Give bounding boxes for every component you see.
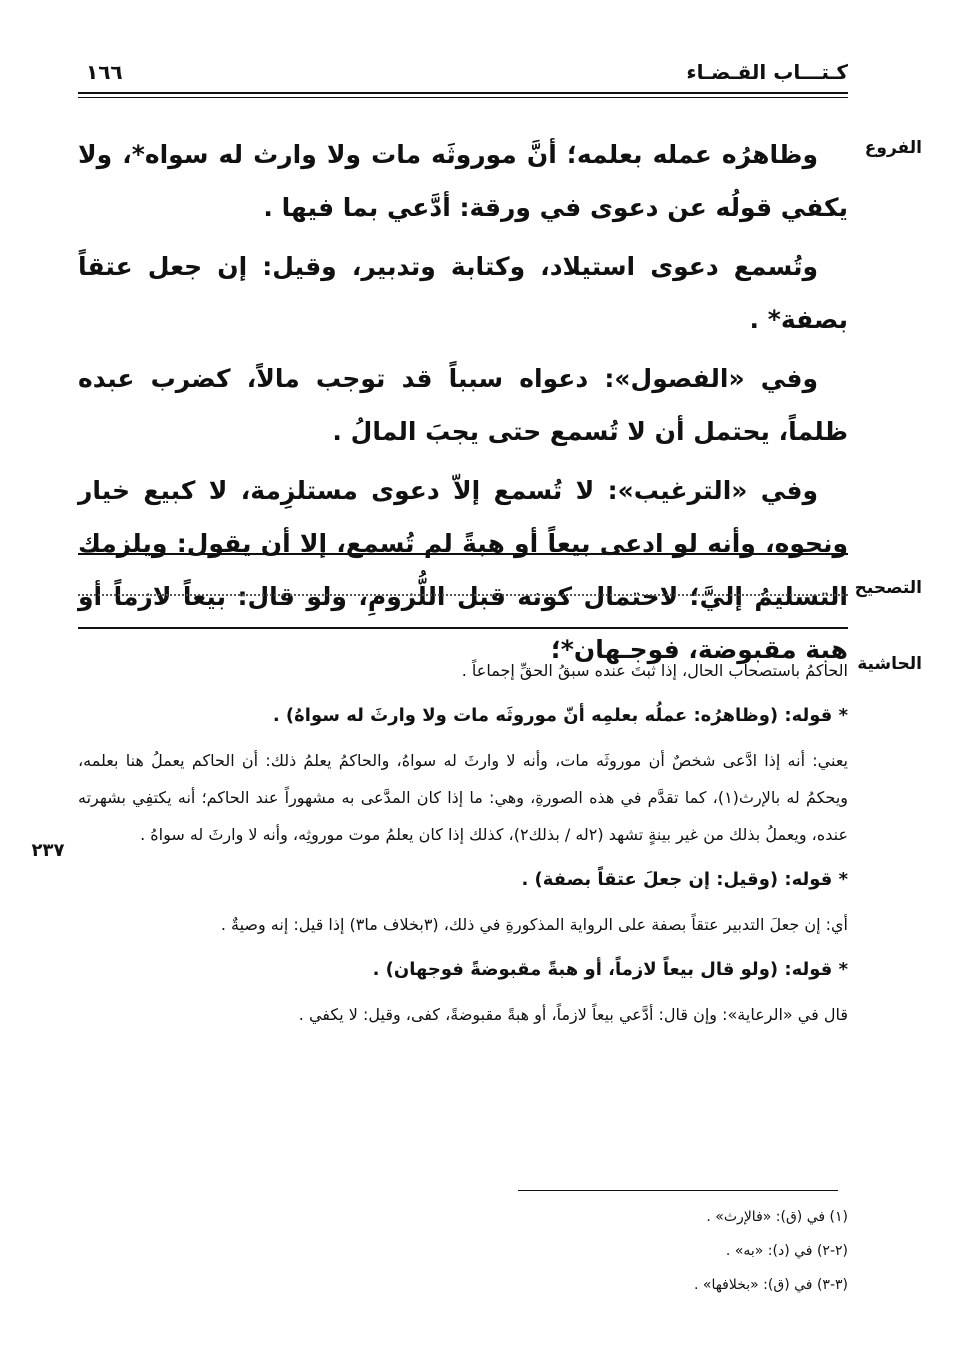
hashiya-text xyxy=(78,652,848,1037)
main-paragraph: وفي «الفصول»: دعواه سبباً قد توجب مالاً، كضرب عبده ظلماً، يحتمل أن لا تُسمع حتى يجبَ المالُ . xyxy=(78,364,848,446)
hashiya-quote-1: * قوله: (وظاهرُه: عملُه بعلمِه أنّ موروثَه مات ولا وارثَ له سواهُ) . xyxy=(272,705,848,726)
footnote: (١) في (ق): «فالإرث» . xyxy=(706,1209,848,1225)
main-paragraph: وظاهرُه عمله بعلمه؛ أنَّ موروثَه مات ولا وارث له سواه*، ولا يكفي قولُه عن دعوى في ورقة: أدَّعي بما فيها . xyxy=(78,140,848,222)
label-furu: الفروع xyxy=(864,138,922,158)
tashih-dotted-line xyxy=(78,594,848,596)
footnote: (٣-٣) في (ق): «بخلافها» . xyxy=(694,1277,848,1293)
main-text xyxy=(78,128,848,682)
separator-rule xyxy=(78,627,848,629)
page-number: ١٦٦ xyxy=(86,60,123,84)
header-rule xyxy=(78,92,848,98)
page-header xyxy=(78,60,848,92)
hashiya-comment-3: قال في «الرعاية»: وإن قال: أدَّعي بيعاً لازماً، أو هبةً مقبوضةً، كفى، وقيل: لا يكفي . xyxy=(298,1005,848,1024)
hashiya-comment-2: أي: إن جعلَ التدبير عتقاً بصفة على الرواية المذكورةِ في ذلك، (٣بخلاف ما٣) إذا قيل: إنه وصيةٌ . xyxy=(220,915,848,934)
hashiya-quote-2: * قوله: (وقيل: إن جعلَ عتقاً بصفة) . xyxy=(521,869,848,890)
label-hashiya: الحاشية xyxy=(857,654,922,674)
footnote-rule xyxy=(518,1190,838,1191)
separator-rule xyxy=(78,553,848,555)
footnote: (٢-٢) في (د): «به» . xyxy=(725,1243,848,1259)
main-paragraph: وفي «الترغيب»: لا تُسمع إلاّ دعوى مستلزِمة، لا كبيع خيار ونحوه، وأنه لو ادعى بيعاً أو هبةً لم تُسمع، إلا أن يقول: ويلزمك التسليمُ إليَّ؛ لاحتمال كونه قبل اللُّزومِ، ولو قال: بيعاً لازماً أو هبة مقبوضة، فوجـهان*؛ xyxy=(78,476,848,664)
hashiya-comment-1: يعني: أنه إذا ادَّعى شخصٌ أن موروثَه مات، وأنه لا وارثَ له سواهُ، والحاكمُ يعلمُ ذلك: أن الحاكم يعملُ هنا بعلمه، ويحكمُ له بالإرث(١)، كما تقدَّم في هذه الصورةِ، وهي: ما إذا كان المدَّعى به مشهوراً عند الحاكم؛ أنه يكتفِي بشهرته عنده، ويعملُ بذلك من غير بينةٍ تشهد (٢له / بذلك٢)، كذلك إذا كان يعلمُ موت موروثِه، وأنه لا وارثَ له سواهُ . xyxy=(78,751,848,844)
label-tashih: التصحيح xyxy=(854,578,922,598)
hashiya-quote-3: * قوله: (ولو قال بيعاً لازماً، أو هبةً مقبوضةً فوجهان) . xyxy=(372,959,848,980)
running-title: كـتـــاب القـضـاء xyxy=(686,60,848,84)
main-paragraph: وتُسمع دعوى استيلاد، وكتابة وتدبير، وقيل: إن جعل عتقاً بصفة* . xyxy=(78,252,848,334)
hashiya-intro: الحاكمُ باستصحاب الحال، إذا ثبتَ عنده سبقُ الحقِّ إجماعاً . xyxy=(461,661,848,680)
margin-page-number: ٢٣٧ xyxy=(31,840,65,861)
footnotes xyxy=(78,1200,848,1302)
